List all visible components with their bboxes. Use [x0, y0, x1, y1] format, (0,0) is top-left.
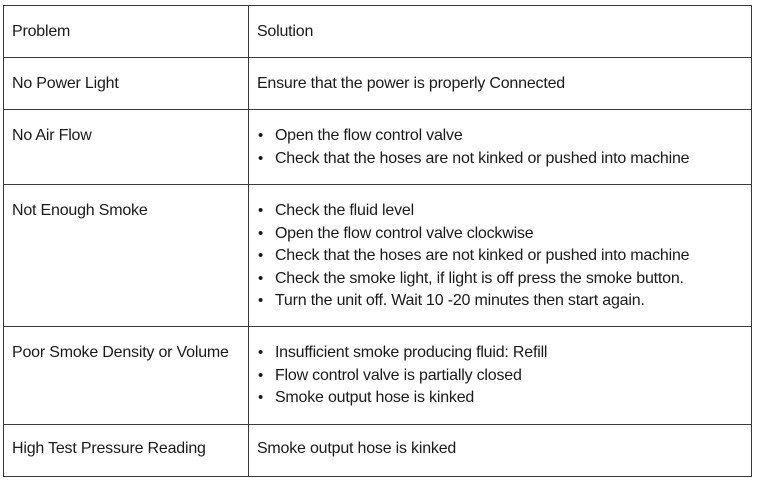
- solution-item-text: Insufficient smoke producing fluid: Refill: [274, 344, 548, 361]
- header-problem: Problem: [4, 6, 249, 58]
- solution-item: [257, 148, 751, 171]
- bullet-icon: •: [257, 127, 263, 144]
- bullet-icon: •: [257, 344, 263, 361]
- table-row: [4, 58, 752, 110]
- problem-cell: High Test Pressure Reading: [4, 425, 249, 477]
- solution-item: [257, 245, 751, 268]
- solution-item: [257, 387, 751, 410]
- bullet-icon: •: [257, 366, 263, 384]
- solution-item: [257, 125, 751, 148]
- solution-cell: Ensure that the power is properly Connected: [248, 58, 751, 110]
- bullet-icon: •: [257, 202, 263, 219]
- solution-item-text: Turn the unit off. Wait 10 -20 minutes then start again.: [274, 292, 645, 309]
- solution-cell: [248, 185, 751, 327]
- solution-item: [257, 200, 751, 223]
- table-row: [4, 327, 752, 425]
- header-solution: Solution: [248, 6, 751, 58]
- problem-cell: Not Enough Smoke: [4, 185, 249, 327]
- solution-item-text: Open the flow control valve: [274, 127, 463, 144]
- solution-cell: Smoke output hose is kinked: [248, 425, 751, 477]
- solution-item-text: Flow control valve is partially closed: [274, 366, 522, 384]
- solution-list: [257, 200, 751, 313]
- table-row: [4, 110, 752, 185]
- solution-item: [257, 290, 751, 313]
- table-row: [4, 185, 752, 327]
- bullet-icon: •: [257, 224, 263, 242]
- solution-cell: [248, 327, 751, 425]
- solution-item-text: Check the fluid level: [274, 202, 414, 219]
- bullet-icon: •: [257, 269, 263, 287]
- problem-cell: No Air Flow: [4, 110, 249, 185]
- problem-cell: No Power Light: [4, 58, 249, 110]
- solution-item: [257, 268, 751, 291]
- troubleshooting-table: [3, 5, 752, 477]
- bullet-icon: •: [257, 247, 263, 264]
- solution-item: [257, 342, 751, 365]
- solution-item-text: Open the flow control valve clockwise: [274, 224, 534, 242]
- solution-item: [257, 223, 751, 246]
- solution-item-text: Check the smoke light, if light is off press the smoke button.: [274, 269, 684, 287]
- solution-list: [257, 342, 751, 410]
- problem-cell: Poor Smoke Density or Volume: [4, 327, 249, 425]
- solution-item-text: Check that the hoses are not kinked or pushed into machine: [274, 247, 690, 264]
- solution-item-text: Smoke output hose is kinked: [274, 389, 475, 406]
- solution-cell: [248, 110, 751, 185]
- solution-item-text: Check that the hoses are not kinked or pushed into machine: [274, 149, 690, 167]
- table-header-row: [4, 6, 752, 58]
- table-row: [4, 425, 752, 477]
- bullet-icon: •: [257, 149, 263, 167]
- solution-item: [257, 365, 751, 388]
- bullet-icon: •: [257, 292, 263, 309]
- bullet-icon: •: [257, 389, 263, 406]
- solution-list: [257, 125, 751, 170]
